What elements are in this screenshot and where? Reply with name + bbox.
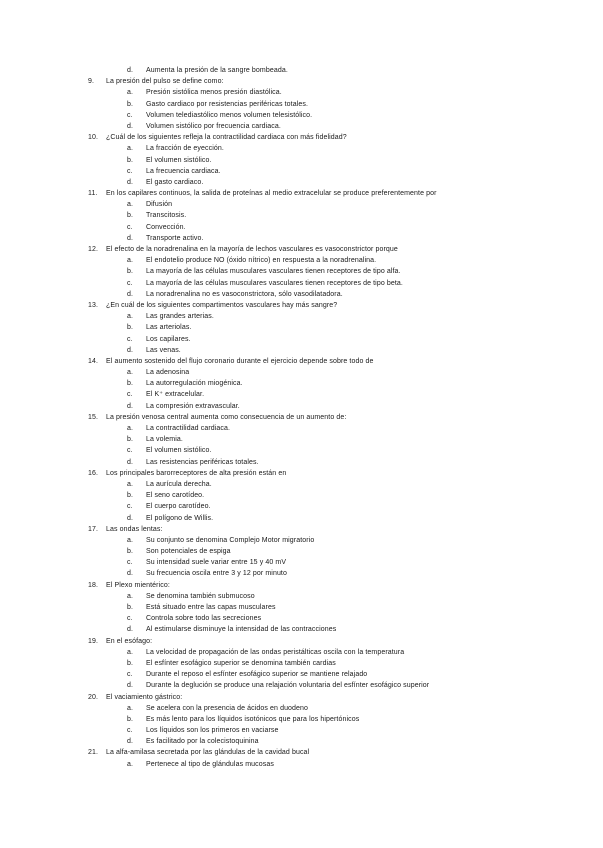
option-line xyxy=(0,367,603,378)
option-letter: a. xyxy=(127,480,134,488)
option-line xyxy=(0,624,603,635)
option-line xyxy=(0,322,603,333)
option-letter: a. xyxy=(127,592,134,600)
option-text: La compresión extravascular. xyxy=(146,402,240,410)
option-letter: c. xyxy=(127,615,133,623)
option-text: El gasto cardiaco. xyxy=(146,178,204,186)
option-text: El K⁺ extracelular. xyxy=(146,391,205,399)
option-letter: a. xyxy=(127,369,134,377)
option-text: Aumenta la presión de la sangre bombeada. xyxy=(146,67,288,74)
question-line xyxy=(0,244,603,255)
option-letter: a. xyxy=(127,201,134,209)
option-text: Difusión xyxy=(146,201,173,209)
question-number: 11. xyxy=(88,190,98,198)
option-text: La aurícula derecha. xyxy=(146,480,212,488)
option-letter: c. xyxy=(127,167,133,175)
question-list xyxy=(0,65,603,770)
question-number: 18. xyxy=(88,581,99,589)
option-line xyxy=(0,725,603,736)
option-line xyxy=(0,121,603,132)
option-text: La mayoría de las células musculares vasculares tienen receptores de tipo beta. xyxy=(146,279,403,287)
option-letter: a. xyxy=(127,145,134,153)
option-letter: b. xyxy=(127,380,134,388)
option-text: La fracción de eyección. xyxy=(146,145,224,153)
option-letter: d. xyxy=(127,738,134,746)
option-line xyxy=(0,278,603,289)
option-line xyxy=(0,703,603,714)
option-line xyxy=(0,378,603,389)
option-line xyxy=(0,658,603,669)
question-number: 20. xyxy=(88,693,99,701)
option-letter: b. xyxy=(127,268,134,276)
question-text: El aumento sostenido del flujo coronario durante el ejercicio depende sobre todo de xyxy=(106,357,374,365)
option-letter: c. xyxy=(127,727,133,735)
question-line xyxy=(0,76,603,87)
question-line xyxy=(0,468,603,479)
option-letter: d. xyxy=(127,570,134,578)
option-letter: b. xyxy=(127,604,134,611)
option-text: El polígono de Willis. xyxy=(146,514,214,522)
option-line xyxy=(0,177,603,188)
option-line xyxy=(0,557,603,568)
option-line xyxy=(0,87,603,98)
option-text: Es más lento para los líquidos isotónicos que para los hipertónicos xyxy=(146,715,360,723)
option-letter: b. xyxy=(127,100,134,108)
question-text: El Plexo mientérico: xyxy=(106,581,170,589)
option-text: Volumen telediastólico menos volumen telesistólico. xyxy=(146,111,313,119)
option-text: El endotelio produce NO (óxido nítrico) en respuesta a la noradrenalina. xyxy=(146,257,377,265)
option-letter: b. xyxy=(127,156,134,164)
option-line xyxy=(0,389,603,400)
option-line xyxy=(0,501,603,512)
option-letter: d. xyxy=(127,290,134,298)
option-line xyxy=(0,535,603,546)
question-number: 15. xyxy=(88,413,99,421)
option-text: El esfínter esofágico superior se denomina también cardias xyxy=(146,659,336,667)
option-line xyxy=(0,434,603,445)
option-letter: d. xyxy=(127,346,134,354)
option-text: El seno carotídeo. xyxy=(146,492,205,500)
option-letter: c. xyxy=(127,447,133,455)
option-letter: b. xyxy=(127,548,134,556)
question-line xyxy=(0,132,603,143)
option-letter: c. xyxy=(127,559,133,567)
option-line xyxy=(0,345,603,356)
option-letter: b. xyxy=(127,436,134,444)
option-text: Volumen sistólico por frecuencia cardiaca. xyxy=(146,122,281,130)
option-text: Las grandes arterias. xyxy=(146,313,214,321)
option-line xyxy=(0,423,603,434)
question-number: 16. xyxy=(88,469,99,477)
option-text: El cuerpo carotídeo. xyxy=(146,503,211,511)
question-text: La alfa-amilasa secretada por las glándulas de la cavidad bucal xyxy=(106,749,310,757)
question-text: ¿En cuál de los siguientes compartimentos vasculares hay más sangre? xyxy=(106,301,338,309)
question-text: ¿Cuál de los siguientes refleja la contractilidad cardiaca con más fidelidad? xyxy=(106,134,347,142)
option-line xyxy=(0,166,603,177)
option-text: La mayoría de las células musculares vasculares tienen receptores de tipo alfa. xyxy=(146,268,401,276)
option-line xyxy=(0,210,603,221)
option-letter: c. xyxy=(127,671,133,679)
option-line xyxy=(0,602,603,613)
option-letter: d. xyxy=(127,67,134,74)
option-line xyxy=(0,613,603,624)
option-line xyxy=(0,199,603,210)
option-line xyxy=(0,591,603,602)
option-text: Está situado entre las capas musculares xyxy=(146,604,276,611)
option-line xyxy=(0,222,603,233)
question-line xyxy=(0,188,603,199)
option-line xyxy=(0,65,603,76)
option-line xyxy=(0,479,603,490)
option-line xyxy=(0,233,603,244)
question-text: Las ondas lentas: xyxy=(106,525,163,533)
option-line xyxy=(0,546,603,557)
question-text: La presión venosa central aumenta como consecuencia de un aumento de: xyxy=(106,413,347,421)
option-text: Durante la deglución se produce una relajación voluntaria del esfínter esofágico superior xyxy=(146,682,430,690)
option-letter: c. xyxy=(127,503,133,511)
option-line xyxy=(0,568,603,579)
option-letter: a. xyxy=(127,425,134,432)
option-text: El volumen sistólico. xyxy=(146,156,212,164)
option-text: El volumen sistólico. xyxy=(146,447,212,455)
option-line xyxy=(0,647,603,658)
question-line xyxy=(0,300,603,311)
option-text: Transcitosis. xyxy=(146,212,187,220)
option-line xyxy=(0,736,603,747)
option-letter: a. xyxy=(127,648,134,656)
option-line xyxy=(0,445,603,456)
option-text: Convección. xyxy=(146,223,186,231)
option-text: Controla sobre todo las secreciones xyxy=(146,615,262,623)
option-text: Su conjunto se denomina Complejo Motor migratorio xyxy=(146,536,315,544)
question-number: 19. xyxy=(88,637,99,645)
option-text: Presión sistólica menos presión diastólica. xyxy=(146,89,282,97)
option-letter: b. xyxy=(127,492,134,500)
option-text: Las resistencias periféricas totales. xyxy=(146,458,259,466)
question-number: 21. xyxy=(88,749,99,757)
option-letter: d. xyxy=(127,234,134,242)
option-letter: d. xyxy=(127,402,134,410)
option-text: Los capilares. xyxy=(146,335,191,343)
option-text: Su frecuencia oscila entre 3 y 12 por minuto xyxy=(146,570,287,578)
option-text: Su intensidad suele variar entre 15 y 40 mV xyxy=(146,559,287,567)
option-line xyxy=(0,490,603,501)
option-text: La adenosina xyxy=(146,369,190,377)
option-text: Durante el reposo el esfínter esofágico superior se mantiene relajado xyxy=(146,671,368,679)
option-letter: d. xyxy=(127,122,134,130)
question-line xyxy=(0,636,603,647)
option-text: Son potenciales de espiga xyxy=(146,548,231,556)
option-letter: a. xyxy=(127,257,134,265)
option-letter: d. xyxy=(127,458,134,466)
question-text: El vaciamiento gástrico: xyxy=(106,693,183,701)
option-letter: a. xyxy=(127,760,134,768)
option-line xyxy=(0,311,603,322)
option-letter: a. xyxy=(127,313,134,321)
question-line xyxy=(0,524,603,535)
option-line xyxy=(0,334,603,345)
question-number: 17. xyxy=(88,525,99,533)
question-line xyxy=(0,747,603,758)
question-text: En los capilares continuos, la salida de proteínas al medio extracelular se produce preferentemente por xyxy=(106,190,437,198)
option-text: La volemia. xyxy=(146,436,183,444)
option-text: Se denomina también submucoso xyxy=(146,592,255,600)
option-line xyxy=(0,714,603,725)
option-line xyxy=(0,669,603,680)
option-line xyxy=(0,143,603,154)
option-letter: d. xyxy=(127,682,134,690)
option-text: La autorregulación miogénica. xyxy=(146,380,243,388)
option-letter: b. xyxy=(127,659,134,667)
option-line xyxy=(0,401,603,412)
option-text: La noradrenalina no es vasoconstrictora, sólo vasodilatadora. xyxy=(146,290,343,298)
question-text: En el esófago: xyxy=(106,637,153,645)
option-text: La contractilidad cardiaca. xyxy=(146,425,231,432)
option-text: Es facilitado por la colecistoquinina xyxy=(146,738,259,746)
option-text: Los líquidos son los primeros en vaciarse xyxy=(146,727,279,735)
question-line xyxy=(0,580,603,591)
question-text: Los principales barorreceptores de alta presión están en xyxy=(106,469,287,477)
option-letter: a. xyxy=(127,536,134,544)
option-line xyxy=(0,255,603,266)
option-text: La velocidad de propagación de las ondas peristálticas oscila con la temperatura xyxy=(146,648,405,656)
option-letter: b. xyxy=(127,324,134,332)
option-letter: b. xyxy=(127,715,134,723)
option-line xyxy=(0,759,603,770)
option-text: Transporte activo. xyxy=(146,234,204,242)
option-line xyxy=(0,680,603,691)
option-text: Las venas. xyxy=(146,346,181,354)
option-line xyxy=(0,289,603,300)
option-text: La frecuencia cardiaca. xyxy=(146,167,221,175)
question-number: 13. xyxy=(88,301,99,309)
question-text: La presión del pulso se define como: xyxy=(106,78,224,86)
question-number: 12. xyxy=(88,246,99,253)
option-letter: c. xyxy=(127,335,133,343)
option-line xyxy=(0,457,603,468)
option-text: Gasto cardiaco por resistencias periféricas totales. xyxy=(146,100,308,108)
question-number: 9. xyxy=(88,78,95,86)
option-letter: d. xyxy=(127,626,134,634)
option-letter: c. xyxy=(127,279,133,287)
question-line xyxy=(0,692,603,703)
option-text: Pertenece al tipo de glándulas mucosas xyxy=(146,760,274,768)
option-line xyxy=(0,266,603,277)
option-letter: b. xyxy=(127,212,134,220)
question-number: 10. xyxy=(88,134,99,142)
option-text: Al estimularse disminuye la intensidad de las contracciones xyxy=(146,626,337,634)
option-text: Las arteriolas. xyxy=(146,324,192,332)
option-letter: c. xyxy=(127,111,133,119)
option-letter: a. xyxy=(127,89,134,97)
question-number: 14. xyxy=(88,357,99,365)
question-line xyxy=(0,412,603,423)
option-text: Se acelera con la presencia de ácidos en duodeno xyxy=(146,704,309,712)
option-letter: a. xyxy=(127,704,134,712)
option-letter: d. xyxy=(127,178,134,186)
option-line xyxy=(0,155,603,166)
question-line xyxy=(0,356,603,367)
option-letter: c. xyxy=(127,391,133,399)
option-line xyxy=(0,513,603,524)
question-text: El efecto de la noradrenalina en la mayoría de lechos vasculares es vasoconstrictor porque xyxy=(106,246,398,253)
option-line xyxy=(0,110,603,121)
option-letter: d. xyxy=(127,514,134,522)
option-letter: c. xyxy=(127,223,133,231)
option-line xyxy=(0,99,603,110)
